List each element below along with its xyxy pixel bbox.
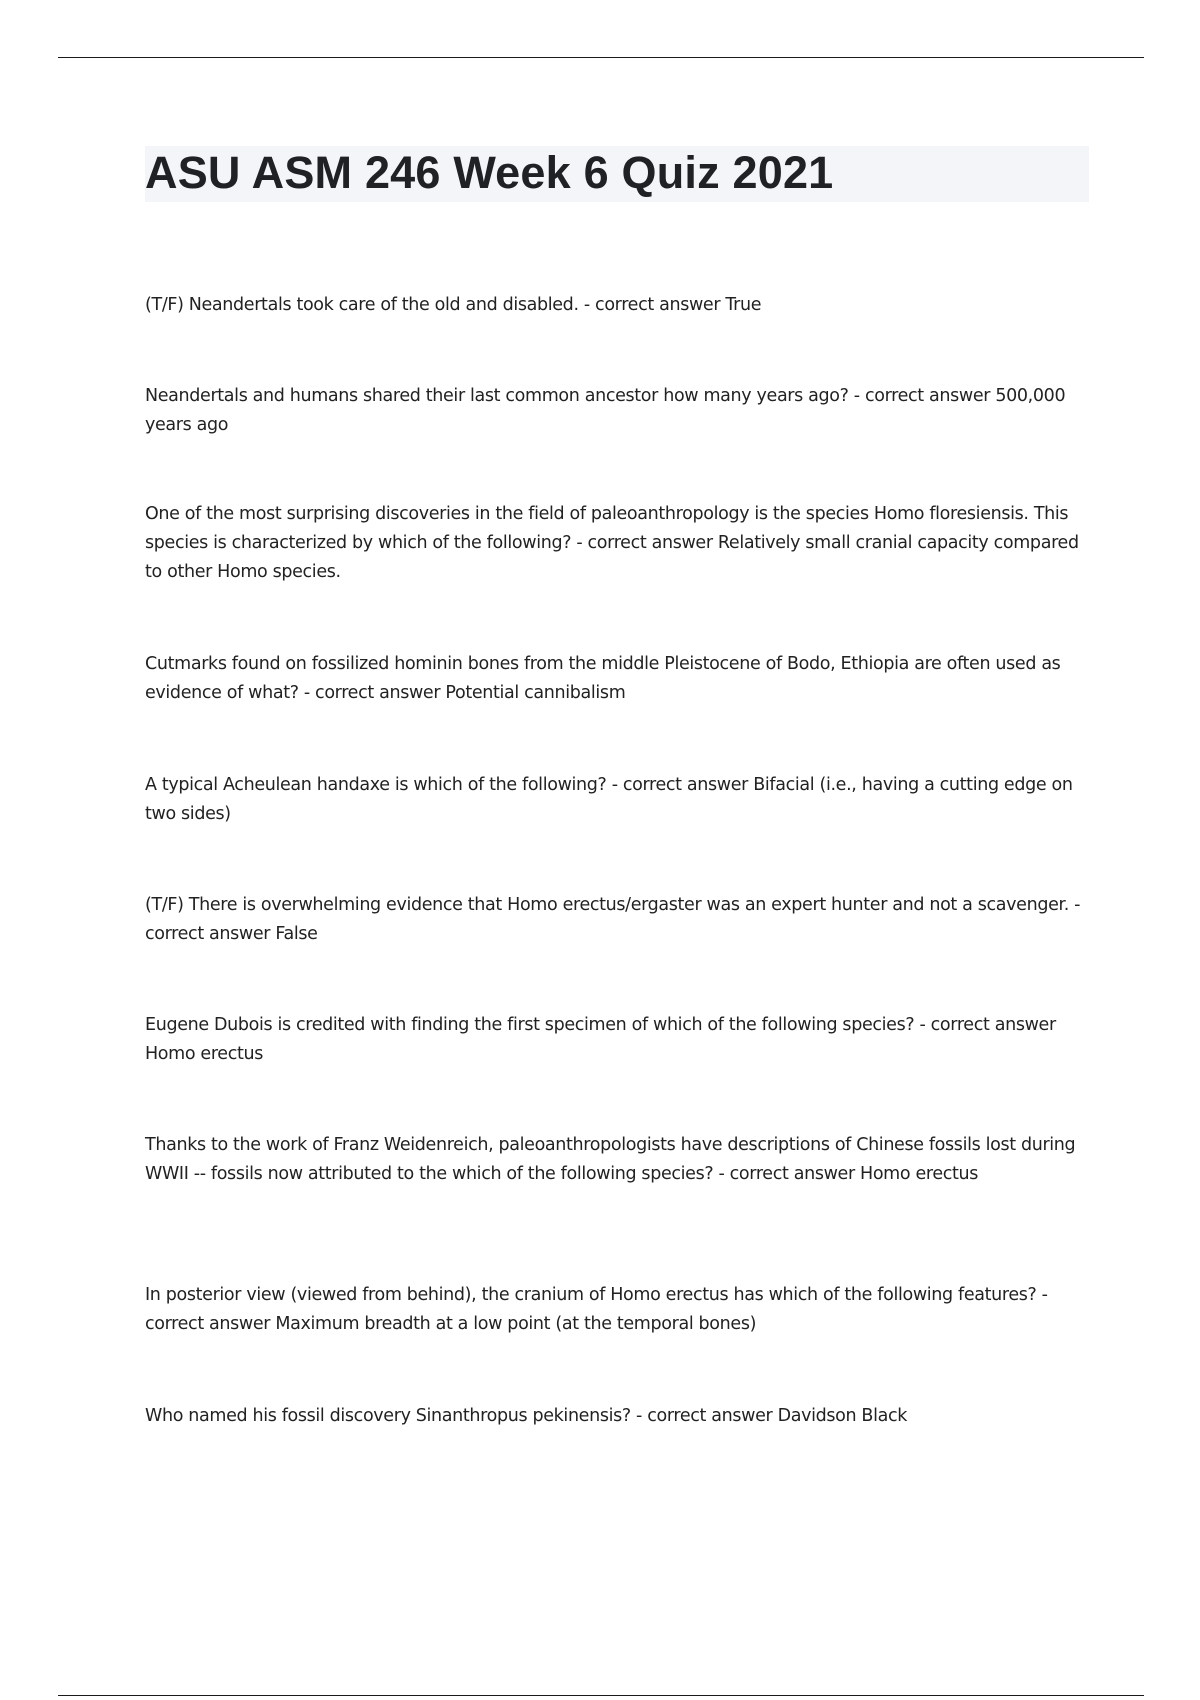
qa-item: Cutmarks found on fossilized hominin bones from the middle Pleistocene of Bodo, Ethiopia are often used as evidence of what? - correct answer Potential cannibalism bbox=[145, 654, 1061, 703]
qa-item: Who named his fossil discovery Sinanthropus pekinensis? - correct answer Davidson Black bbox=[145, 1406, 908, 1426]
qa-item: A typical Acheulean handaxe is which of the following? - correct answer Bifacial (i.e., having a cutting edge on two sides) bbox=[145, 775, 1073, 824]
document-title: ASU ASM 246 Week 6 Quiz 2021 bbox=[145, 147, 834, 198]
qa-item: (T/F) Neandertals took care of the old and disabled. - correct answer True bbox=[145, 295, 762, 315]
qa-item: Neandertals and humans shared their last common ancestor how many years ago? - correct answer 500,000 years ago bbox=[145, 386, 1066, 435]
qa-item: Thanks to the work of Franz Weidenreich, paleoanthropologists have descriptions of Chinese fossils lost during WWII -- fossils now attributed to the which of the following species? - correct answer Homo erectus bbox=[145, 1135, 1076, 1184]
qa-item: One of the most surprising discoveries in the field of paleoanthropology is the species Homo floresiensis. This species is characterized by which of the following? - correct answer Relatively small cranial capacity compared to other Homo species. bbox=[145, 504, 1079, 582]
qa-item: Eugene Dubois is credited with finding the first specimen of which of the following species? - correct answer Homo erectus bbox=[145, 1015, 1056, 1064]
bottom-rule bbox=[58, 1695, 1144, 1696]
top-rule bbox=[58, 57, 1144, 58]
qa-item: (T/F) There is overwhelming evidence that Homo erectus/ergaster was an expert hunter and not a scavenger. - correct answer False bbox=[145, 895, 1081, 944]
qa-item: In posterior view (viewed from behind), the cranium of Homo erectus has which of the following features? - correct answer Maximum breadth at a low point (at the temporal bones) bbox=[145, 1285, 1048, 1334]
